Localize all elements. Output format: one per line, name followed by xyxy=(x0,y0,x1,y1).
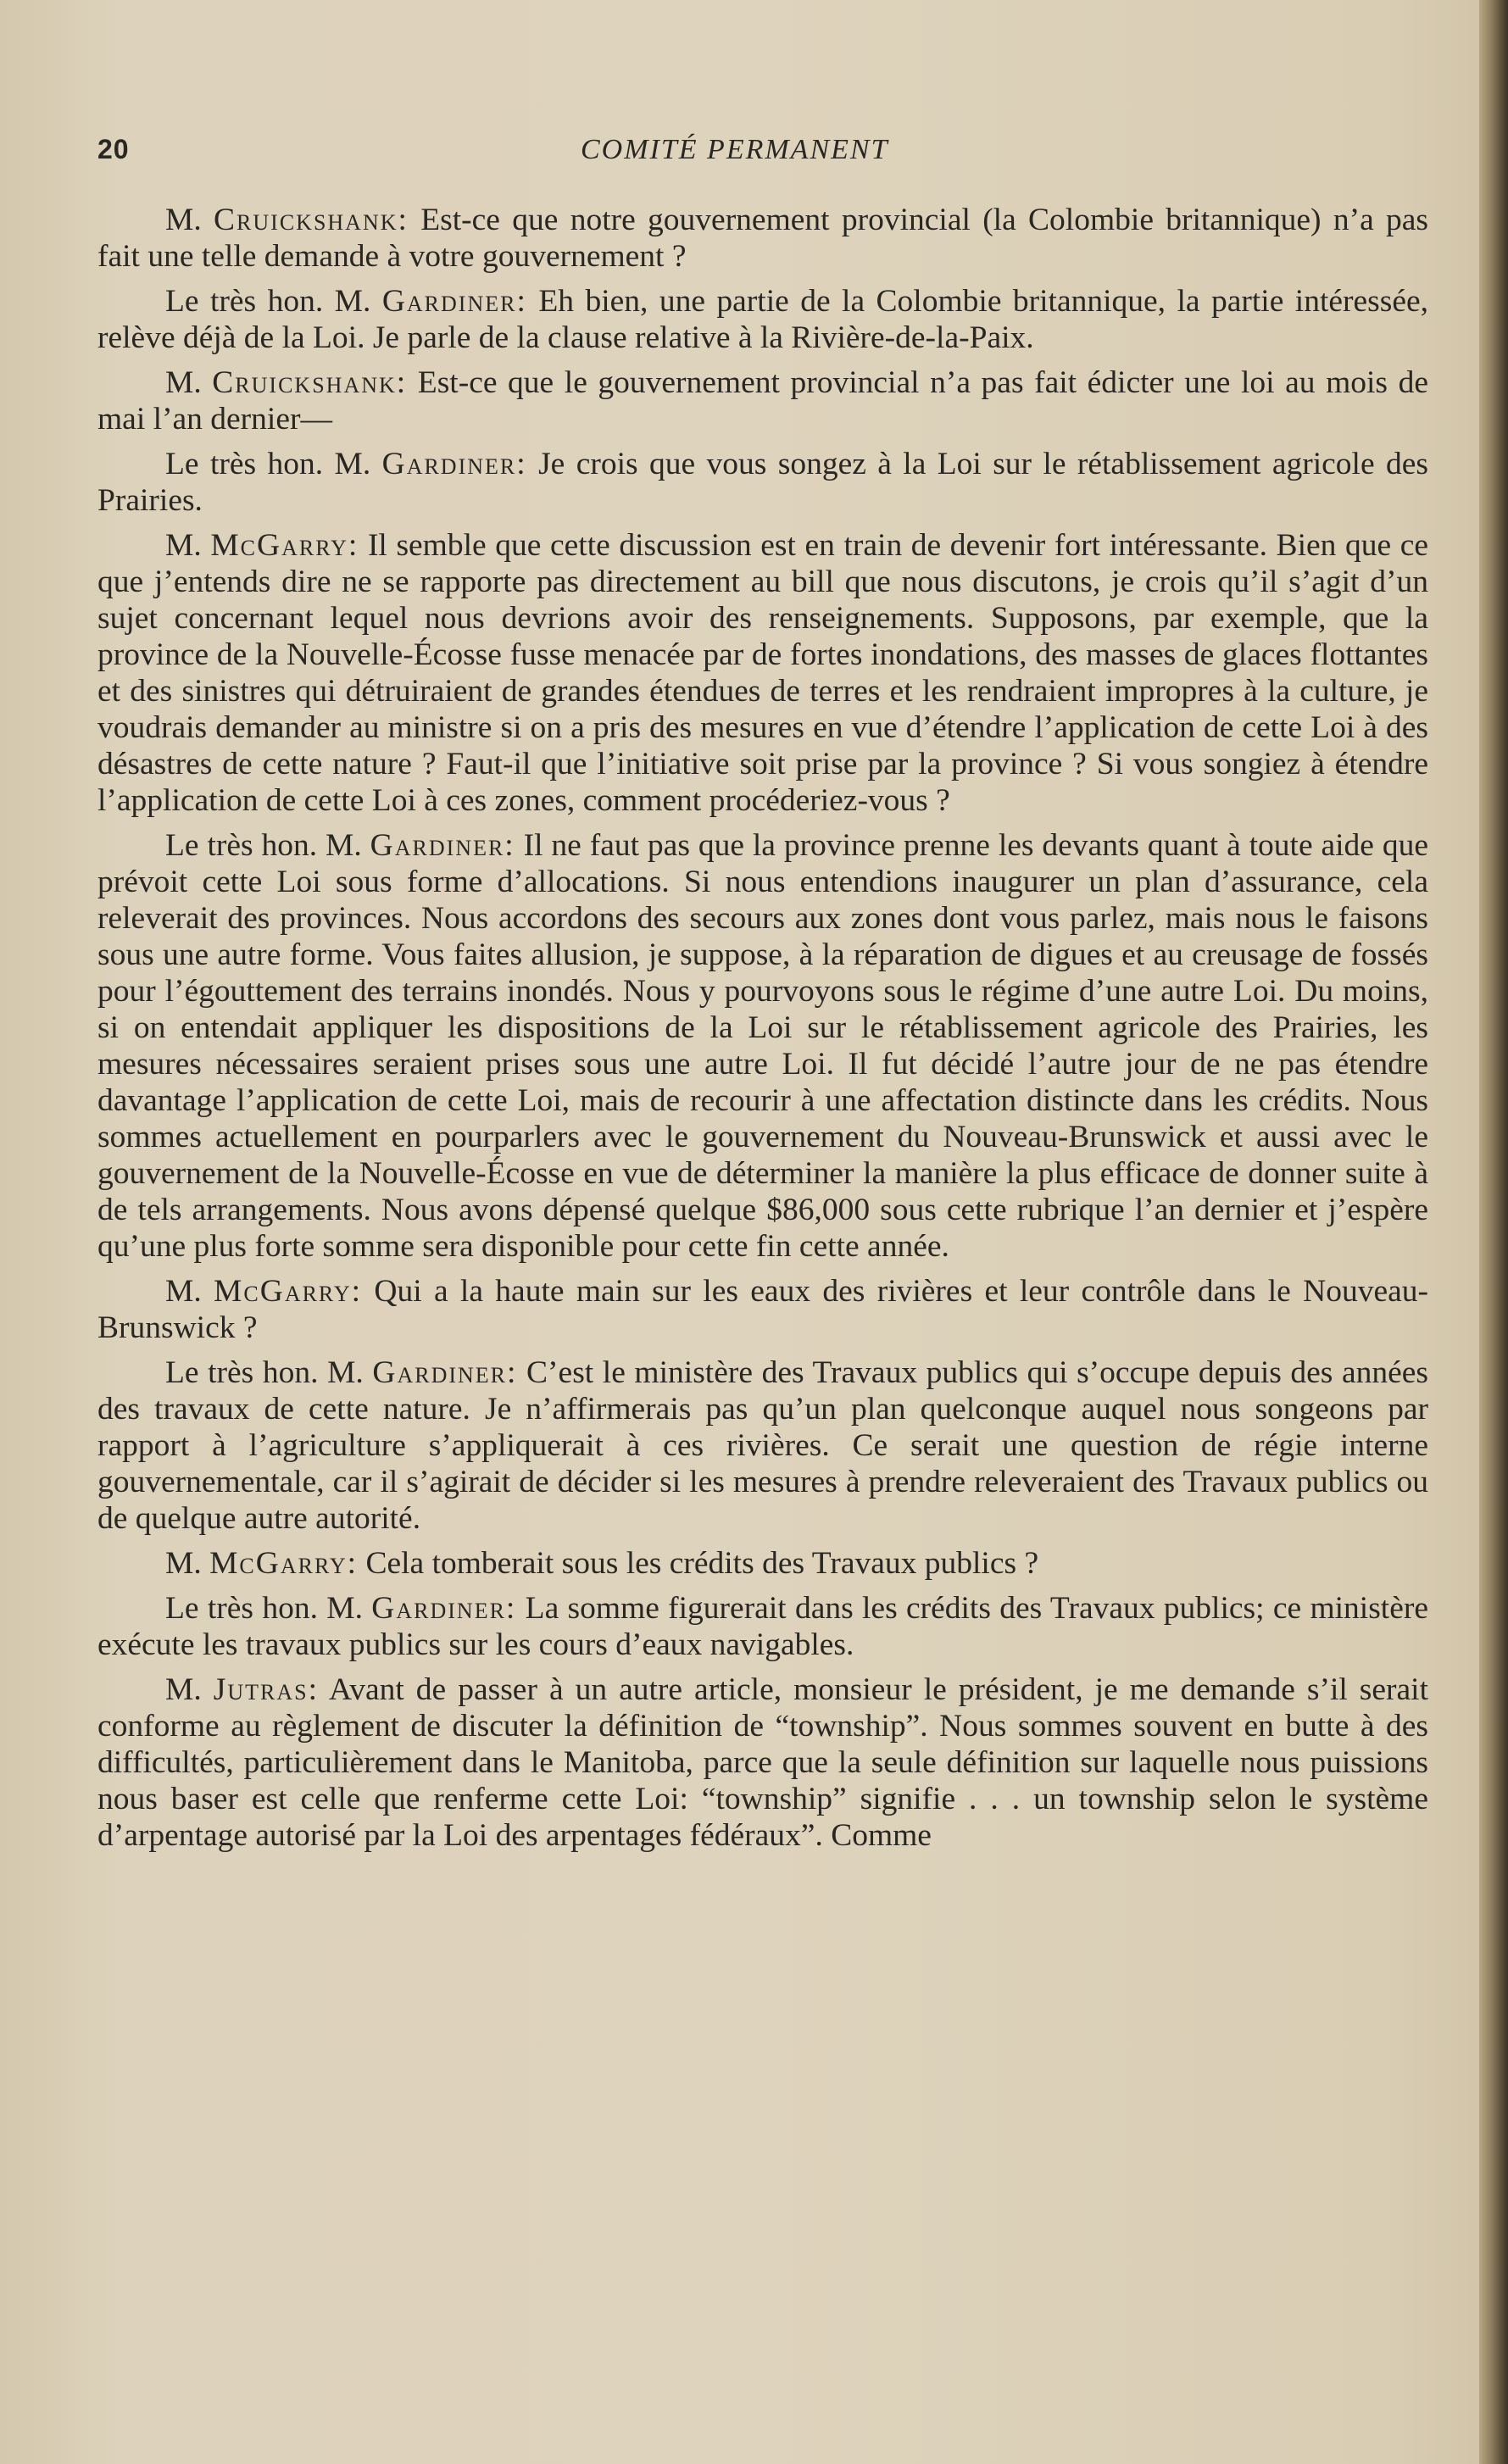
speaker-title: Le très hon. M. xyxy=(165,1591,363,1626)
speaker-title: M. xyxy=(165,1274,202,1309)
speaker-title: M. xyxy=(165,1672,202,1707)
speaker-title: Le très hon. M. xyxy=(165,1355,364,1390)
transcript-paragraph xyxy=(97,202,1428,275)
page-header xyxy=(97,134,1427,176)
transcript-paragraph xyxy=(97,1590,1428,1663)
running-title: COMITÉ PERMANENT xyxy=(581,134,889,165)
speaker-name: Gardiner: xyxy=(372,1355,518,1390)
transcript-paragraph xyxy=(97,827,1428,1265)
transcript-body xyxy=(97,202,1428,1862)
speaker-name: McGarry: xyxy=(214,1274,363,1309)
transcript-paragraph xyxy=(97,446,1428,519)
speech-text: Il ne faut pas que la province prenne les devants quant à toute aide que prévoit cette Loi sous forme d’allocations. Si nous entendions inaugurer un plan d’assurance, cela releverait des provinces. Nous accordons des secours aux zones dont vous parlez, mais nous le faisons sous une autre forme. Vous faites allusion, je suppose, à la réparation de digues et au creusage de fossés pour l’égouttement des terrains inondés. Nous y pourvoyons sous le régime d’une autre Loi. Du moins, si on entendait appliquer les dispositions de la Loi sur le rétablissement agricole des Prairies, les mesures nécessaires seraient prises sous une autre Loi. Il fut décidé l’autre jour de ne pas étendre davantage l’application de cette Loi, mais de recourir à une affectation distincte dans les crédits. Nous sommes actuellement en pourparlers avec le gouvernement du Nouveau-Brunswick et aussi avec le gouvernement de la Nouvelle-Écosse en vue de déterminer la manière la plus efficace de donner suite à de tels arrangements. Nous avons dépensé quelque $86,000 sous cette rubrique l’an dernier et j’espère qu’une plus forte somme sera disponible pour cette fin cette année. xyxy=(97,828,1428,1264)
speaker-name: Cruickshank: xyxy=(214,203,409,237)
speaker-name: Gardiner: xyxy=(370,828,515,863)
page-number: 20 xyxy=(97,134,130,164)
speech-text: Eh bien, une partie de la Colombie britannique, la partie intéressée, relève déjà de la Loi. Je parle de la clause relative à la Rivière-de-la-Paix. xyxy=(97,284,1429,355)
speech-text: C’est le ministère des Travaux publics qui s’occupe depuis des années des travaux de cette nature. Je n’affirmerais pas qu’un plan quelconque auquel nous songeons par rapport à l’agriculture s’appliquerait à ces rivières. Ce serait une question de régie interne gouvernementale, car il s’agirait de décider si les mesures à prendre releveraient des Travaux publics ou de quelque autre autorité. xyxy=(97,1355,1429,1536)
speaker-title: M. xyxy=(165,203,202,237)
speech-text: Je crois que vous songez à la Loi sur le rétablissement agricole des Prairies. xyxy=(97,447,1428,518)
transcript-paragraph xyxy=(97,364,1428,437)
speaker-title: M. xyxy=(165,365,202,400)
speech-text: Est-ce que le gouvernement provincial n’a pas fait édicter une loi au mois de mai l’an dernier— xyxy=(97,365,1428,437)
transcript-paragraph xyxy=(97,527,1428,819)
transcript-paragraph xyxy=(97,1273,1428,1346)
speaker-name: Cruickshank: xyxy=(212,365,408,400)
speaker-name: Gardiner: xyxy=(371,1591,517,1626)
speaker-name: Gardiner: xyxy=(381,284,527,319)
speech-text: Cela tomberait sous les crédits des Travaux publics ? xyxy=(365,1546,1039,1581)
speech-text: Qui a la haute main sur les eaux des rivières et leur contrôle dans le Nouveau-Brunswick ? xyxy=(97,1274,1428,1345)
speaker-name: Gardiner: xyxy=(381,447,527,481)
book-binding-edge xyxy=(1479,0,1508,2464)
speech-text: Il semble que cette discussion est en train de devenir fort intéressante. Bien que ce que j’entends dire ne se rapporte pas directement au bill que nous discutons, je crois qu’il s’agit d’un sujet concernant lequel nous devrions avoir des renseignements. Supposons, par exemple, que la province de la Nouvelle-Écosse fusse menacée par de fortes inondations, des masses de glaces flottantes et des sinistres qui détruiraient de grandes étendues de terres et les rendraient impropres à la culture, je voudrais demander au ministre si on a pris des mesures en vue d’étendre l’application de cette Loi à des désastres de cette nature ? Faut-il que l’initiative soit prise par la province ? Si vous songiez à étendre l’application de cette Loi à ces zones, comment procéderiez-vous ? xyxy=(97,528,1429,818)
transcript-paragraph xyxy=(97,1354,1428,1537)
speaker-title: M. xyxy=(165,528,202,563)
speech-text: La somme figurerait dans les crédits des Travaux publics; ce ministère exécute les travaux publics sur les cours d’eaux navigables. xyxy=(97,1591,1428,1662)
speaker-title: Le très hon. M. xyxy=(165,447,371,481)
speaker-name: Jutras: xyxy=(213,1672,319,1707)
transcript-paragraph xyxy=(97,283,1428,356)
speaker-title: Le très hon. M. xyxy=(165,828,362,863)
speech-text: Est-ce que notre gouvernement provincial (la Colombie britannique) n’a pas fait une telle demande à votre gouvernement ? xyxy=(97,203,1429,274)
speaker-title: Le très hon. M. xyxy=(165,284,371,319)
speaker-title: M. xyxy=(165,1546,202,1581)
speech-text: Avant de passer à un autre article, monsieur le président, je me demande s’il serait conforme au règlement de discuter la définition de “township”. Nous sommes souvent en butte à des difficultés, particulièrement dans le Manitoba, parce que la seule définition sur laquelle nous puissions nous baser est celle que renferme cette Loi: “township” signifie . . . un township selon le système d’arpentage autorisé par la Loi des arpentages fédéraux”. Comme xyxy=(97,1672,1429,1853)
speaker-name: McGarry: xyxy=(209,1546,359,1581)
speaker-name: McGarry: xyxy=(210,528,359,563)
transcript-paragraph xyxy=(97,1671,1428,1854)
transcript-paragraph xyxy=(97,1545,1428,1582)
